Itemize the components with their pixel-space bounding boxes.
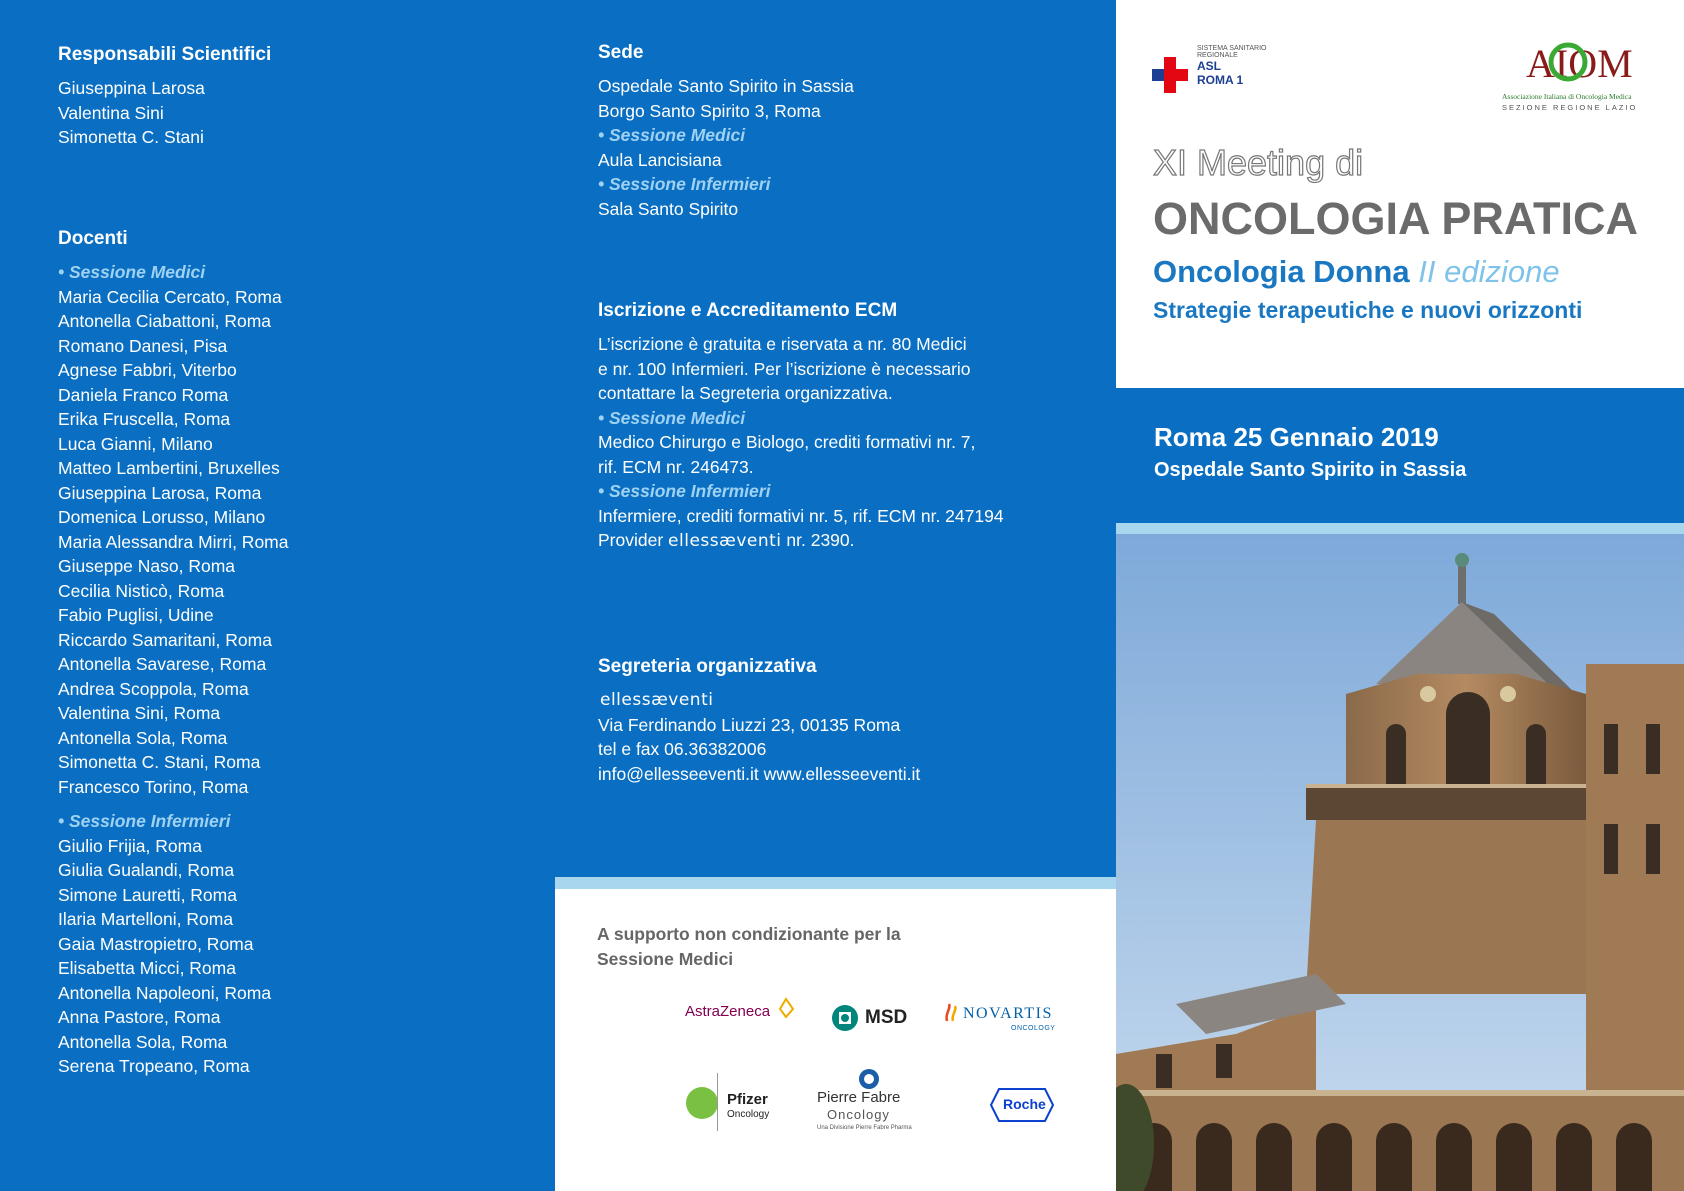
docente-name: Giulia Gualandi, Roma <box>58 860 235 880</box>
docente-name: Matteo Lambertini, Bruxelles <box>58 458 280 478</box>
segreteria-section <box>598 656 920 786</box>
sede-line: Ospedale Santo Spirito in Sassia <box>598 76 854 96</box>
docente-name: Antonella Napoleoni, Roma <box>58 982 272 1003</box>
aiom-circle-icon <box>1548 42 1588 82</box>
iscrizione-text: e nr. 100 Infermieri. Per l’iscrizione è necessario <box>598 358 971 379</box>
sponsor-top-strip <box>555 877 1116 889</box>
cover-panel <box>1116 0 1684 388</box>
segreteria-phone: tel e fax 06.36382006 <box>598 739 767 759</box>
iscrizione-title: Iscrizione e Accreditamento ECM <box>598 300 898 321</box>
pierre-fabre-icon <box>857 1067 881 1091</box>
subtitle <box>1153 254 1560 290</box>
docente-name: Giuseppina Larosa, Roma <box>58 482 262 503</box>
responsabili-section <box>58 44 271 150</box>
segreteria-title: Segreteria organizzativa <box>598 656 817 677</box>
iscrizione-section <box>598 300 1098 554</box>
medici-list <box>58 285 288 800</box>
iscrizione-text: L’iscrizione è gratuita e riservata a nr. 80 Medici <box>598 334 967 354</box>
iscrizione-infermieri-text: Infermiere, crediti formativi nr. 5, rif. ECM nr. 247194 <box>598 505 1004 526</box>
sessione-medici-label: • Sessione Medici <box>58 262 206 282</box>
asl-roma1-logo <box>1152 45 1302 95</box>
docenti-title: Docenti <box>58 228 128 249</box>
asl-cross-icon <box>1152 57 1188 93</box>
docente-name: Serena Tropeano, Roma <box>58 1056 250 1076</box>
docente-name: Romano Danesi, Pisa <box>58 335 228 356</box>
pfizer-text: Pfizer <box>727 1091 768 1108</box>
novartis-text: NOVARTIS <box>963 1005 1053 1022</box>
novartis-sub: ONCOLOGY <box>1011 1025 1056 1032</box>
docente-name: Valentina Sini, Roma <box>58 703 221 723</box>
msd-logo <box>829 1003 919 1033</box>
docente-name: Francesco Torino, Roma <box>58 776 249 797</box>
docente-name: Antonella Savarese, Roma <box>58 654 267 674</box>
pierre-fabre-logo <box>817 1067 927 1137</box>
provider-line <box>598 528 1098 554</box>
asl-name: ASL <box>1197 59 1221 73</box>
sede-medici-label: • Sessione Medici <box>598 125 746 145</box>
pfizer-logo <box>685 1071 785 1133</box>
pfizer-divider <box>717 1073 718 1131</box>
docente-name: Elisabetta Micci, Roma <box>58 958 236 978</box>
santo-spirito-building-illustration <box>1116 534 1684 1191</box>
segreteria-brand-logo: ellessæventi <box>600 690 714 710</box>
segreteria-contacts: info@ellesseeventi.it www.ellesseeventi.it <box>598 763 921 784</box>
asl-small-text: SISTEMA SANITARIO REGIONALE <box>1197 45 1267 59</box>
docente-name: Luca Gianni, Milano <box>58 433 213 454</box>
subtitle-edition: II edizione <box>1418 254 1560 289</box>
pierre-fabre-division: Una Divisione Pierre Fabre Pharma <box>817 1125 912 1131</box>
iscrizione-medici-text: Medico Chirurgo e Biologo, crediti formativi nr. 7, <box>598 432 976 452</box>
docente-name: Daniela Franco Roma <box>58 384 229 405</box>
sede-line: Borgo Santo Spirito 3, Roma <box>598 100 821 121</box>
left-panel <box>0 0 555 1191</box>
astrazeneca-icon <box>777 997 795 1019</box>
sede-infermieri-label: • Sessione Infermieri <box>598 174 771 194</box>
docente-name: Cecilia Nisticò, Roma <box>58 580 225 601</box>
pierre-fabre-text: Pierre Fabre <box>817 1089 901 1106</box>
docente-name: Antonella Sola, Roma <box>58 1031 228 1052</box>
aiom-line2: SEZIONE REGIONE LAZIO <box>1502 103 1638 112</box>
tagline: Strategie terapeutiche e nuovi orizzonti <box>1153 297 1583 323</box>
docente-name: Maria Alessandra Mirri, Roma <box>58 531 289 552</box>
aiom-logo <box>1502 40 1652 116</box>
iscrizione-medici-text: rif. ECM nr. 246473. <box>598 456 754 477</box>
responsabile-name: Simonetta C. Stani <box>58 127 204 147</box>
docente-name: Simonetta C. Stani, Roma <box>58 752 261 772</box>
subtitle-main: Oncologia Donna <box>1153 254 1410 289</box>
hospital-photo <box>1116 534 1684 1191</box>
pfizer-icon <box>685 1086 719 1120</box>
novartis-icon <box>943 1003 959 1023</box>
meeting-label: XI Meeting di <box>1153 142 1364 183</box>
provider-brand-logo: ellessæventi <box>668 531 782 551</box>
msd-icon <box>829 1003 861 1033</box>
docente-name: Riccardo Samaritani, Roma <box>58 629 272 650</box>
docente-name: Fabio Puglisi, Udine <box>58 605 214 625</box>
docente-name: Erika Fruscella, Roma <box>58 409 231 429</box>
docente-name: Andrea Scoppola, Roma <box>58 678 249 699</box>
docente-name: Anna Pastore, Roma <box>58 1007 221 1027</box>
astrazeneca-logo <box>685 1003 795 1029</box>
responsabili-title: Responsabili Scientifici <box>58 44 272 65</box>
docenti-section <box>58 228 288 1079</box>
sponsor-panel <box>555 877 1116 1191</box>
provider-prefix: Provider <box>598 530 664 550</box>
docente-name: Maria Cecilia Cercato, Roma <box>58 286 282 307</box>
asl-sub: ROMA 1 <box>1197 73 1244 87</box>
docente-name: Giuseppe Naso, Roma <box>58 556 236 576</box>
astrazeneca-text: AstraZeneca <box>685 1003 771 1020</box>
docente-name: Giulio Frijia, Roma <box>58 835 202 856</box>
sede-infermieri-room: Sala Santo Spirito <box>598 198 739 219</box>
date-band <box>1116 388 1684 523</box>
docente-name: Gaia Mastropietro, Roma <box>58 933 254 954</box>
docente-name: Antonella Ciabattoni, Roma <box>58 311 272 331</box>
pfizer-sub: Oncology <box>727 1109 770 1120</box>
sessione-infermieri-label: • Sessione Infermieri <box>58 811 231 831</box>
infermieri-list <box>58 834 288 1079</box>
provider-number: nr. 2390. <box>786 530 855 550</box>
sede-medici-room: Aula Lancisiana <box>598 149 722 170</box>
docente-name: Antonella Sola, Roma <box>58 727 228 748</box>
event-date: Roma 25 Gennaio 2019 <box>1154 422 1439 452</box>
aiom-mark: AIOM <box>1526 41 1633 86</box>
docente-name: Domenica Lorusso, Milano <box>58 507 266 527</box>
photo-top-strip <box>1116 523 1684 534</box>
iscrizione-medici-label: • Sessione Medici <box>598 407 746 428</box>
docente-name: Simone Lauretti, Roma <box>58 884 237 905</box>
segreteria-address: Via Ferdinando Liuzzi 23, 00135 Roma <box>598 714 901 735</box>
main-title: ONCOLOGIA PRATICA <box>1153 193 1638 244</box>
responsabile-name: Valentina Sini <box>58 102 164 123</box>
docente-name: Ilaria Martelloni, Roma <box>58 909 234 929</box>
iscrizione-infermieri-label: • Sessione Infermieri <box>598 481 771 501</box>
sponsor-title: A supporto non condizionante per la Sessione Medici <box>597 924 901 969</box>
roche-logo <box>989 1087 1055 1123</box>
sede-section <box>598 42 854 221</box>
msd-text: MSD <box>865 1007 908 1028</box>
novartis-logo <box>943 1001 1063 1037</box>
aiom-line1: Associazione Italiana di Oncologia Medica <box>1502 92 1632 101</box>
iscrizione-text: contattare la Segreteria organizzativa. <box>598 383 893 403</box>
sede-title: Sede <box>598 42 644 63</box>
pierre-fabre-sub: Oncology <box>827 1107 890 1122</box>
event-venue: Ospedale Santo Spirito in Sassia <box>1154 459 1467 481</box>
roche-text: Roche <box>1003 1096 1046 1112</box>
docente-name: Agnese Fabbri, Viterbo <box>58 360 237 380</box>
responsabile-name: Giuseppina Larosa <box>58 78 205 98</box>
